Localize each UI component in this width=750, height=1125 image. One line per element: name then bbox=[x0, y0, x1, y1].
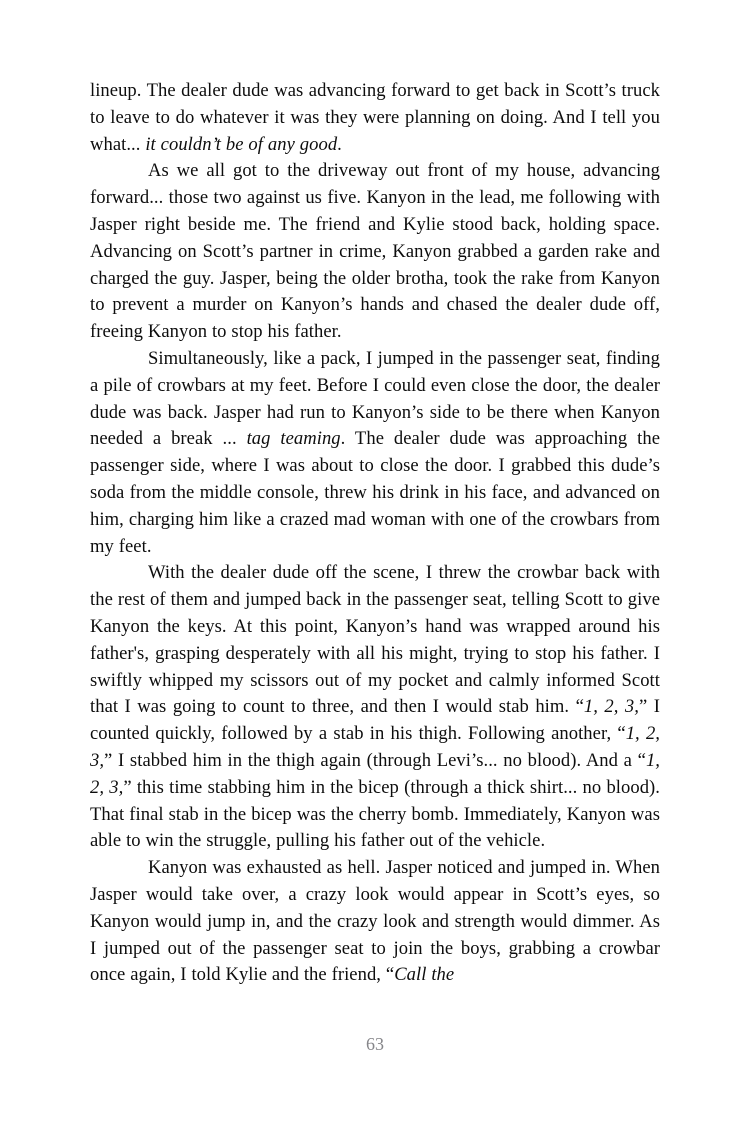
paragraph-3 bbox=[90, 346, 660, 560]
page-text-block bbox=[90, 78, 660, 989]
paragraph-2 bbox=[90, 158, 660, 346]
paragraph-1 bbox=[90, 78, 660, 158]
text-run-roman: . The dealer dude was approaching the passenger side, where I was about to close the door. I grabbed this dude’s soda from the middle console, threw his drink in his face, and advanced on him, charging him like a crazed mad woman with one of the crowbars from my feet. bbox=[90, 428, 661, 557]
text-run-roman: lineup. The dealer dude was advancing forward to get back in Scott’s truck to leave to do whatever it was they were planning on doing. And I tell you what... bbox=[90, 80, 660, 155]
text-run-roman: ” I counted quickly, followed by a stab in his thigh. Following another, “ bbox=[90, 696, 660, 745]
text-run-roman: Kanyon was exhausted as hell. Jasper noticed and jumped in. When Jasper would take over, a crazy look would appear in Scott’s eyes, so Kanyon would jump in, and the crazy look and strength would dimmer. As I jumped out of the passenger seat to join the boys, grabbing a crowbar once again, I told Kylie and the friend, “ bbox=[90, 857, 660, 986]
text-run-italic: it couldn’t be of any good bbox=[145, 133, 338, 155]
paragraph-4 bbox=[90, 560, 660, 855]
text-run-italic: Call the bbox=[394, 964, 455, 986]
paragraph-5 bbox=[90, 855, 660, 989]
text-run-roman: Simultaneously, like a pack, I jumped in the passenger seat, finding a pile of crowbars at my feet. Before I could even close the door, the dealer dude was back. Jasper had run to Kanyon’s side to be there when Kanyon needed a break ... bbox=[90, 347, 660, 450]
text-run-roman: With the dealer dude off the scene, I threw the crowbar back with the rest of them and jumped back in the passenger seat, telling Scott to give Kanyon the keys. At this point, Kanyon’s hand was wrapped around his father's, grasping desperately with all his might, trying to stop his father. I swiftly whipped my scissors out of my pocket and calmly informed Scott that I was going to count to three, and then I would stab him. “ bbox=[90, 562, 660, 718]
text-run-roman: . bbox=[337, 133, 342, 155]
text-run-italic: tag teaming bbox=[246, 428, 341, 450]
text-run-italic: 1, 2, 3, bbox=[90, 723, 660, 771]
text-run-roman: ” I stabbed him in the thigh again (through Levi’s... no blood). And a “ bbox=[104, 749, 646, 771]
page-number: 63 bbox=[366, 1034, 384, 1054]
text-run-roman: ” this time stabbing him in the bicep (through a thick shirt... no blood). That final stab in the bicep was the cherry bomb. Immediately, Kanyon was able to win the struggle, pulling his father out of the vehicle. bbox=[90, 776, 660, 852]
text-run-roman: As we all got to the driveway out front of my house, advancing forward... those two against us five. Kanyon in the lead, me following with Jasper right beside me. The friend and Kylie stood back, holding space. Advancing on Scott’s partner in crime, Kanyon grabbed a garden rake and charged the guy. Jasper, being the older brotha, took the rake from Kanyon to prevent a murder on Kanyon’s hands and chased the dealer dude off, freeing Kanyon to stop his father. bbox=[90, 160, 660, 343]
text-run-italic: 1, 2, 3, bbox=[583, 696, 639, 718]
text-run-italic: 1, 2, 3, bbox=[90, 749, 660, 798]
